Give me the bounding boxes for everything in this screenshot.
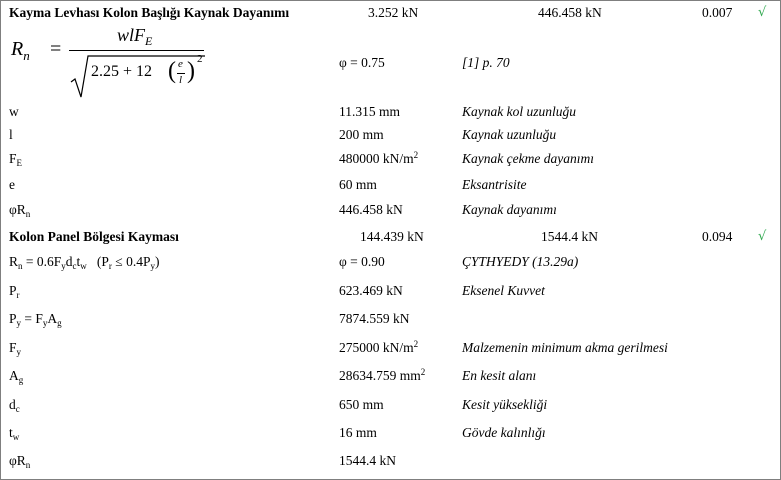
section2-title: Kolon Panel Bölgesi Kayması bbox=[9, 229, 179, 244]
value: 446.458 kN bbox=[339, 202, 403, 217]
paren-close: ) bbox=[187, 58, 195, 84]
description: Gövde kalınlığı bbox=[462, 425, 546, 440]
section1-demand: 3.252 kN bbox=[368, 5, 419, 20]
weld-strength-formula bbox=[9, 24, 209, 100]
symbol: $d_c$ bbox=[9, 397, 20, 414]
check-icon: √ bbox=[758, 5, 767, 20]
symbol: $P_r$ bbox=[9, 283, 20, 300]
section1-reference: [1] p. 70 bbox=[462, 55, 510, 70]
section1-ratio: 0.007 bbox=[702, 5, 733, 20]
section1-phi: φ = 0.75 bbox=[339, 55, 385, 70]
formula-lhs: $R_n$ bbox=[11, 38, 30, 63]
description: Eksantrisite bbox=[462, 177, 527, 192]
description: Kaynak kol uzunluğu bbox=[462, 104, 576, 119]
section1-capacity: 446.458 kN bbox=[538, 5, 602, 20]
value: 200 mm bbox=[339, 127, 384, 142]
section2-demand: 144.439 kN bbox=[360, 229, 424, 244]
value: 650 mm bbox=[339, 397, 384, 412]
frac-l: l bbox=[179, 74, 183, 86]
value: 11.315 mm bbox=[339, 104, 401, 119]
symbol: $F_y$ bbox=[9, 340, 22, 357]
power-2: 2 bbox=[197, 53, 203, 65]
description: En kesit alanı bbox=[462, 368, 537, 383]
description: Malzemenin minimum akma gerilmesi bbox=[462, 340, 668, 355]
frac-e: e bbox=[178, 58, 183, 70]
description: Kesit yüksekliği bbox=[462, 397, 548, 412]
symbol: w bbox=[9, 104, 19, 119]
symbol: e bbox=[9, 177, 15, 192]
value: 28634.759 $mm^2$ bbox=[339, 367, 426, 383]
value: 16 mm bbox=[339, 425, 377, 440]
symbol: $\varphi R_n$ bbox=[9, 202, 31, 219]
panel-zone-formula: $R_n = 0.6F_yd_ct_w$ $(P_r \le 0.4P_y)$ bbox=[9, 254, 160, 271]
value: 275000 $kN/m^2$ bbox=[339, 339, 419, 355]
formula-numerator: wlF$_E$ bbox=[117, 25, 153, 48]
section1-title: Kayma Levhası Kolon Başlığı Kaynak Dayanımı bbox=[9, 5, 290, 20]
section2-ratio: 0.094 bbox=[702, 229, 733, 244]
formula-equals: = bbox=[50, 38, 62, 60]
symbol: l bbox=[9, 127, 13, 142]
symbol: $F_E$ bbox=[9, 151, 23, 168]
value: 480000 $kN/m^2$ bbox=[339, 150, 419, 166]
symbol: $\varphi R_n$ bbox=[9, 453, 31, 470]
check-icon: √ bbox=[758, 229, 767, 244]
description: Kaynak çekme dayanımı bbox=[462, 151, 594, 166]
description: Kaynak dayanımı bbox=[462, 202, 557, 217]
py-formula: $P_y = F_yA_g$ bbox=[9, 311, 62, 328]
symbol: $t_w$ bbox=[9, 425, 20, 442]
formula-denominator: 2.25 + 12 bbox=[91, 63, 153, 80]
value: 1544.4 kN bbox=[339, 453, 396, 468]
section2-reference: ÇYTHYEDY (13.29a) bbox=[462, 254, 579, 269]
symbol: $A_g$ bbox=[9, 368, 24, 385]
description: Eksenel Kuvvet bbox=[462, 283, 545, 298]
value: 623.469 kN bbox=[339, 283, 403, 298]
paren-open: ( bbox=[168, 58, 176, 84]
value: 7874.559 kN bbox=[339, 311, 410, 326]
section2-phi: φ = 0.90 bbox=[339, 254, 385, 269]
description: Kaynak uzunluğu bbox=[462, 127, 557, 142]
value: 60 mm bbox=[339, 177, 377, 192]
section2-capacity: 1544.4 kN bbox=[541, 229, 598, 244]
